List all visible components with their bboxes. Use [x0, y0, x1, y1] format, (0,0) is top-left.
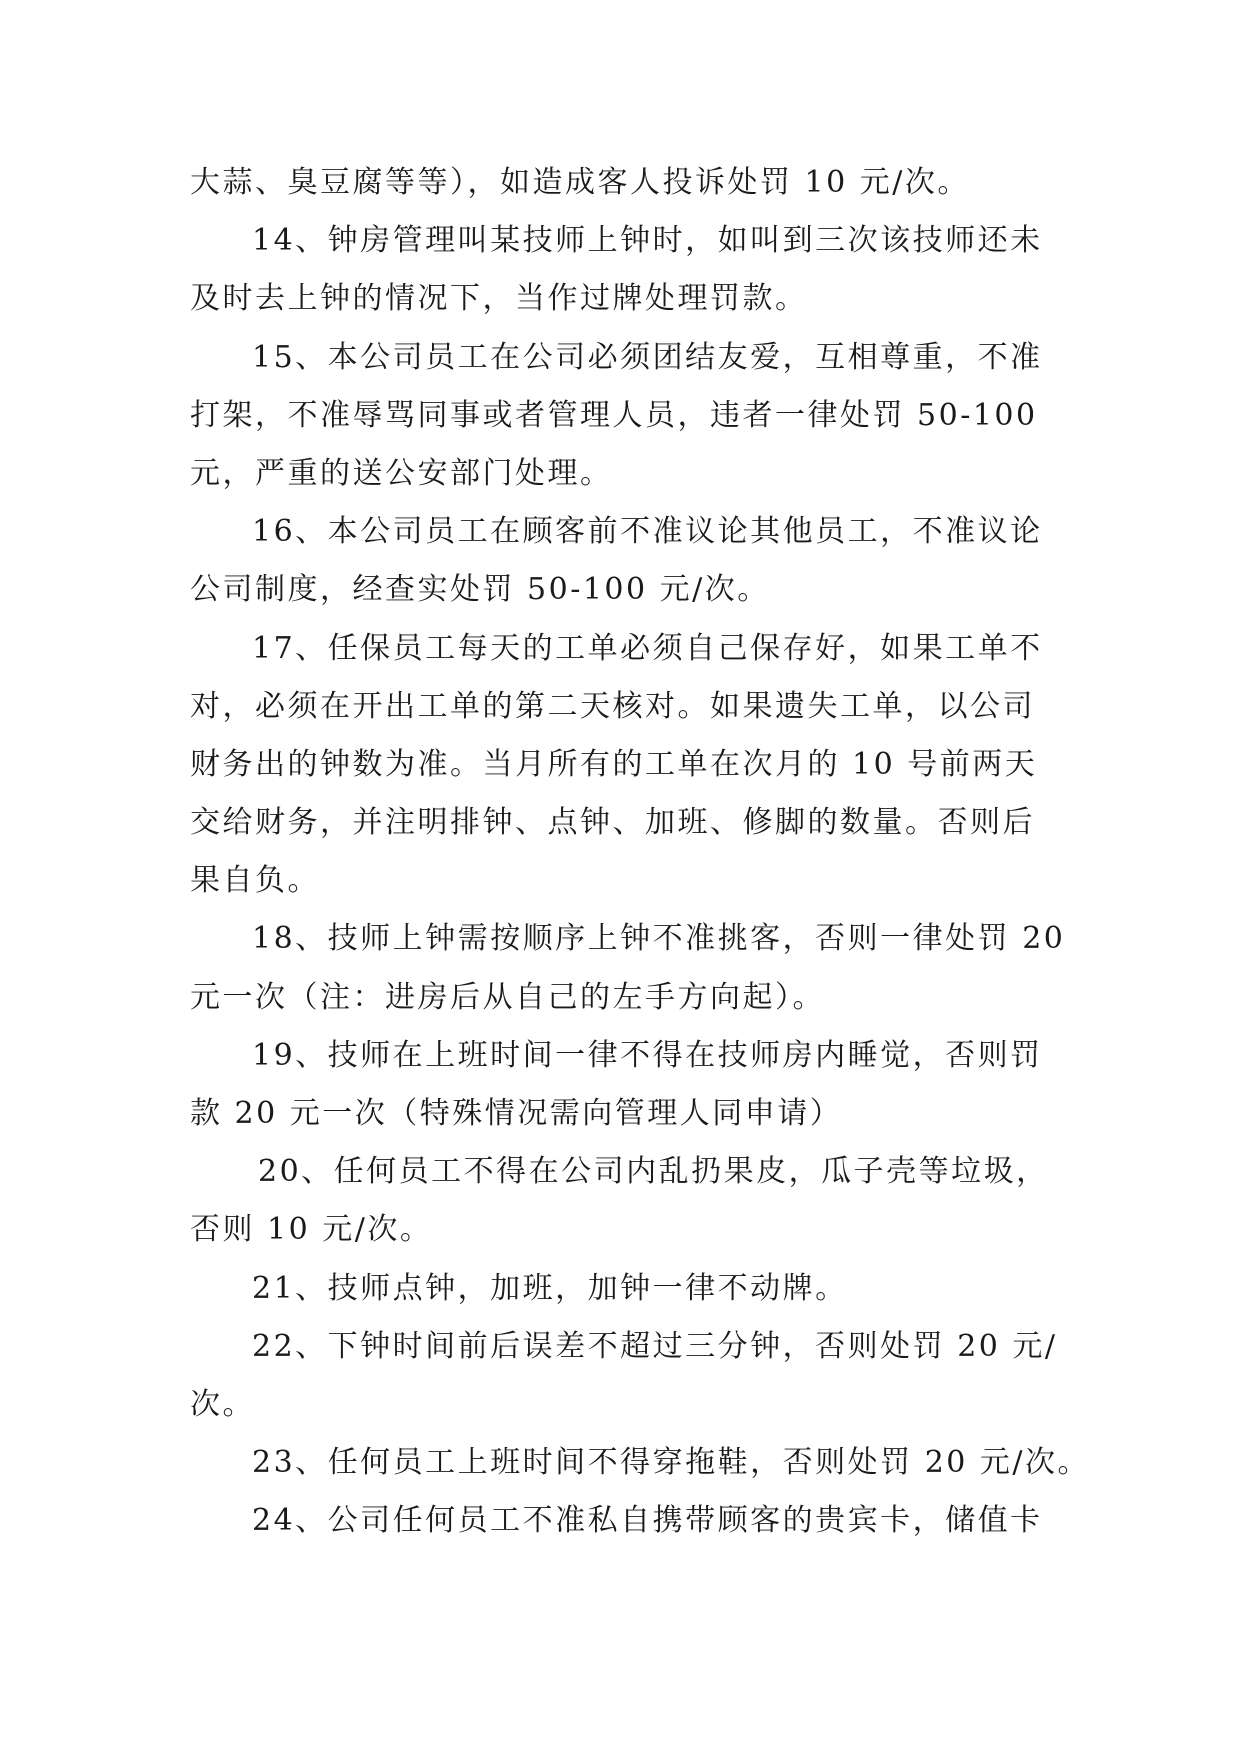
- rule-17-line: 17、任保员工每天的工单必须自己保存好，如果工单不: [252, 630, 1043, 666]
- rule-22-line: 22、下钟时间前后误差不超过三分钟，否则处罚 20 元/: [252, 1328, 1058, 1364]
- rule-23-line: 23、任何员工上班时间不得穿拖鞋，否则处罚 20 元/次。: [252, 1445, 1091, 1481]
- rule-20-line: 20、任何员工不得在公司内乱扔果皮，瓜子壳等垃圾，: [258, 1154, 1049, 1190]
- text-line: 大蒜、臭豆腐等等），如造成客人投诉处罚 10 元/次。: [190, 165, 970, 200]
- rule-21-line: 21、技师点钟，加班，加钟一律不动牌。: [252, 1270, 848, 1306]
- text-line: 否则 10 元/次。: [190, 1212, 433, 1248]
- text-line: 财务出的钟数为准。当月所有的工单在次月的 10 号前两天: [190, 746, 1038, 782]
- text-line: 元一次（注：进房后从自己的左手方向起）。: [190, 979, 825, 1015]
- rule-14-line: 14、钟房管理叫某技师上钟时，如叫到三次该技师还未: [252, 223, 1043, 259]
- text-line: 交给财务，并注明排钟、点钟、加班、修脚的数量。否则后: [190, 805, 1035, 841]
- rule-18-line: 18、技师上钟需按顺序上钟不准挑客，否则一律处罚 20: [252, 921, 1066, 957]
- text-line: 元，严重的送公安部门处理。: [190, 455, 613, 491]
- rule-24-line: 24、公司任何员工不准私自携带顾客的贵宾卡，储值卡: [252, 1503, 1043, 1539]
- rule-15-line: 15、本公司员工在公司必须团结友爱，互相尊重，不准: [252, 339, 1043, 375]
- document-body: [190, 154, 1091, 1551]
- rule-19-line: 19、技师在上班时间一律不得在技师房内睡觉，否则罚: [252, 1037, 1043, 1073]
- text-line: 公司制度，经查实处罚 50-100 元/次。: [190, 572, 770, 608]
- text-line: 果自负。: [190, 863, 320, 899]
- text-line: 对，必须在开出工单的第二天核对。如果遗失工单，以公司: [190, 688, 1035, 724]
- text-line: 次。: [190, 1386, 255, 1422]
- text-line: 款 20 元一次（特殊情况需向管理人同申请）: [190, 1096, 843, 1131]
- rule-16-line: 16、本公司员工在顾客前不准议论其他员工，不准议论: [252, 514, 1043, 550]
- text-line: 及时去上钟的情况下，当作过牌处理罚款。: [190, 281, 808, 317]
- text-line: 打架，不准辱骂同事或者管理人员，违者一律处罚 50-100: [190, 397, 1038, 433]
